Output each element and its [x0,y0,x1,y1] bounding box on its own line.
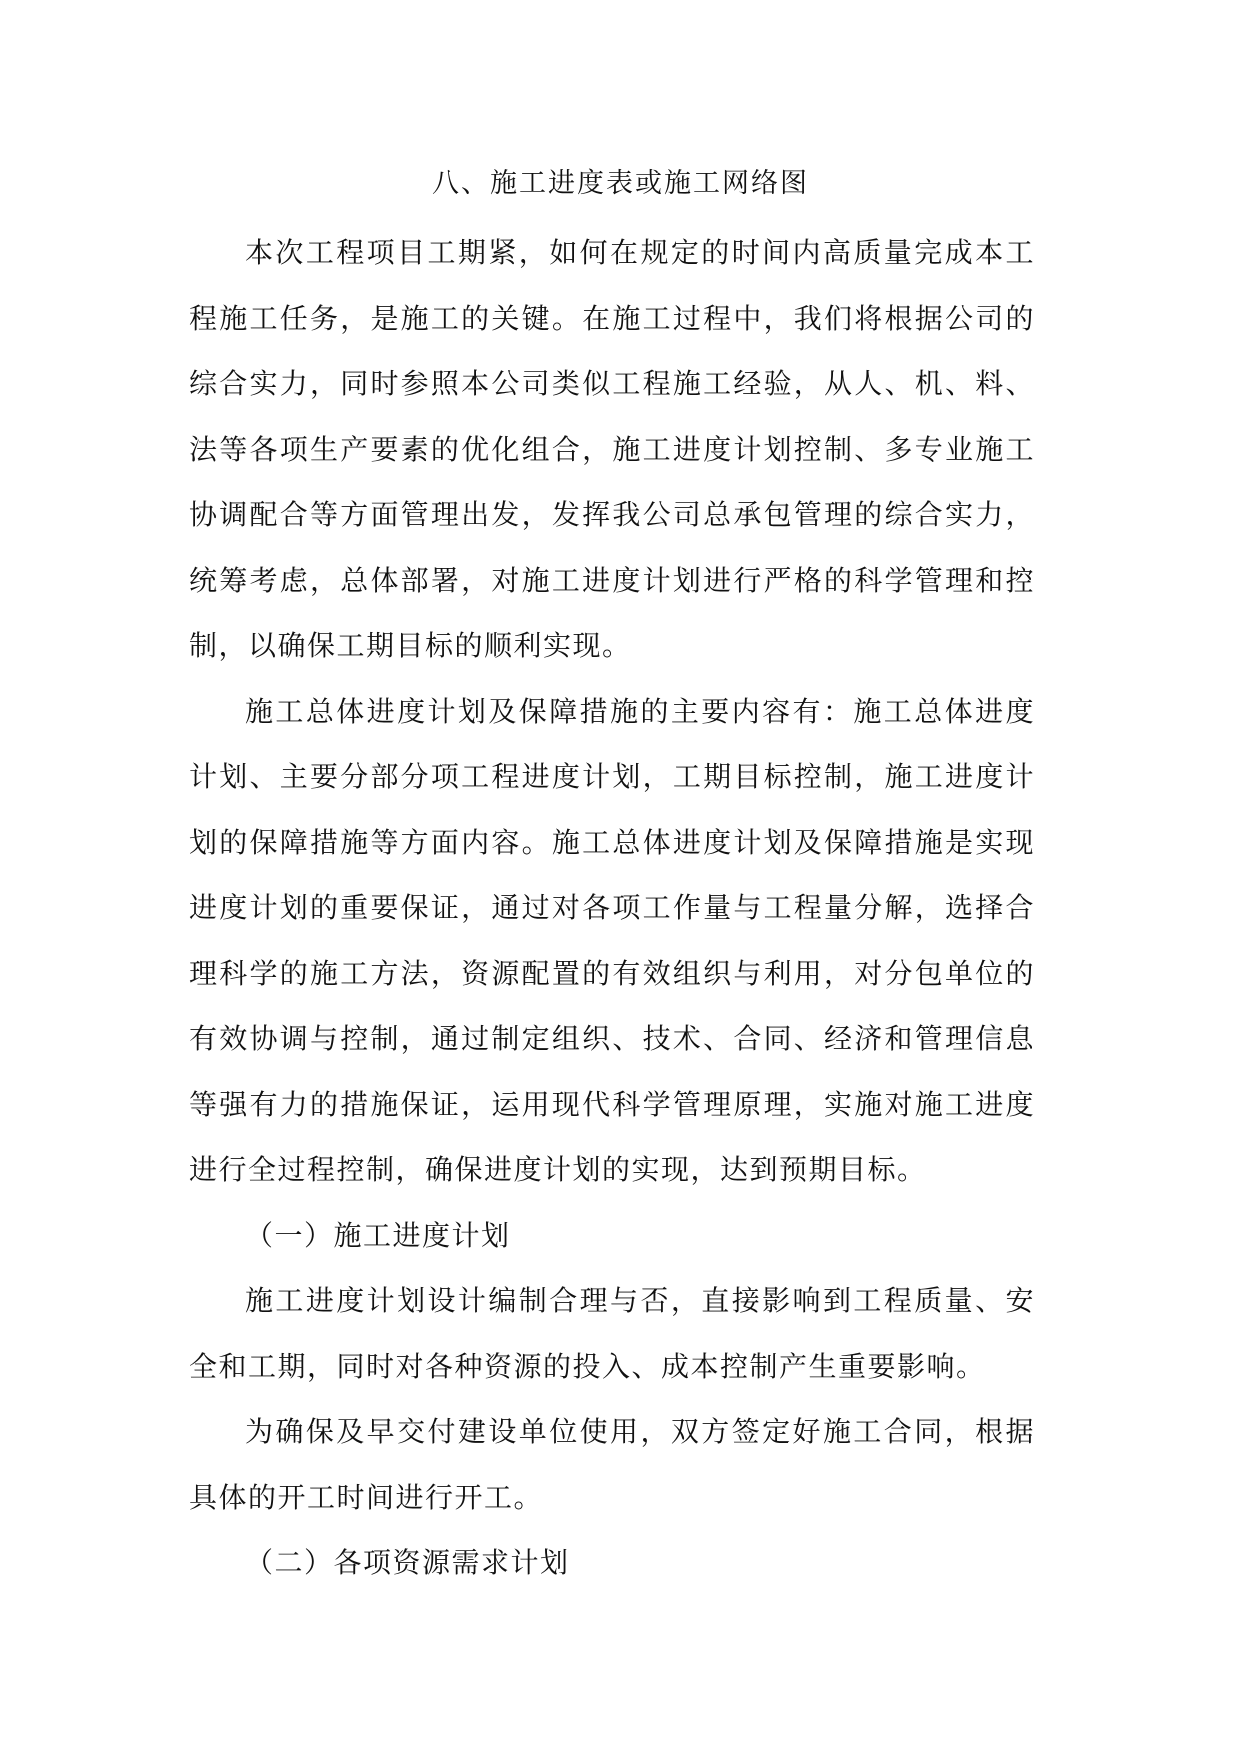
document-title: 八、施工进度表或施工网络图 [432,168,809,199]
paragraph-schedule-impact: 施工进度计划设计编制合理与否，直接影响到工程质量、安全和工期，同时对各种资源的投入、成本控制产生重要影响。 [189,1284,1035,1383]
document-body [189,220,1035,1596]
paragraph-schedule-intro: 本次工程项目工期紧，如何在规定的时间内高质量完成本工程施工任务，是施工的关键。在施工过程中，我们将根据公司的综合实力，同时参照本公司类似工程施工经验，从人、机、料、法等各项生产要素的优化组合，施工进度计划控制、多专业施工协调配合等方面管理出发，发挥我公司总承包管理的综合实力，统筹考虑，总体部署，对施工进度计划进行严格的科学管理和控制，以确保工期目标的顺利实现。 [189,236,1035,662]
section-heading-construction-schedule: （一）施工进度计划 [245,1218,511,1252]
section-heading-resource-plan: （二）各项资源需求计划 [245,1546,570,1579]
paragraph-start-date: 为确保及早交付建设单位使用，双方签定好施工合同，根据具体的开工时间进行开工。 [189,1415,1035,1514]
paragraph-schedule-measures: 施工总体进度计划及保障措施的主要内容有：施工总体进度计划、主要分部分项工程进度计划，工期目标控制，施工进度计划的保障措施等方面内容。施工总体进度计划及保障措施是实现进度计划的重要保证，通过对各项工作量与工程量分解，选择合理科学的施工方法，资源配置的有效组织与利用，对分包单位的有效协调与控制，通过制定组织、技术、合同、经济和管理信息等强有力的措施保证，运用现代科学管理原理，实施对施工进度进行全过程控制，确保进度计划的实现，达到预期目标。 [189,694,1035,1186]
